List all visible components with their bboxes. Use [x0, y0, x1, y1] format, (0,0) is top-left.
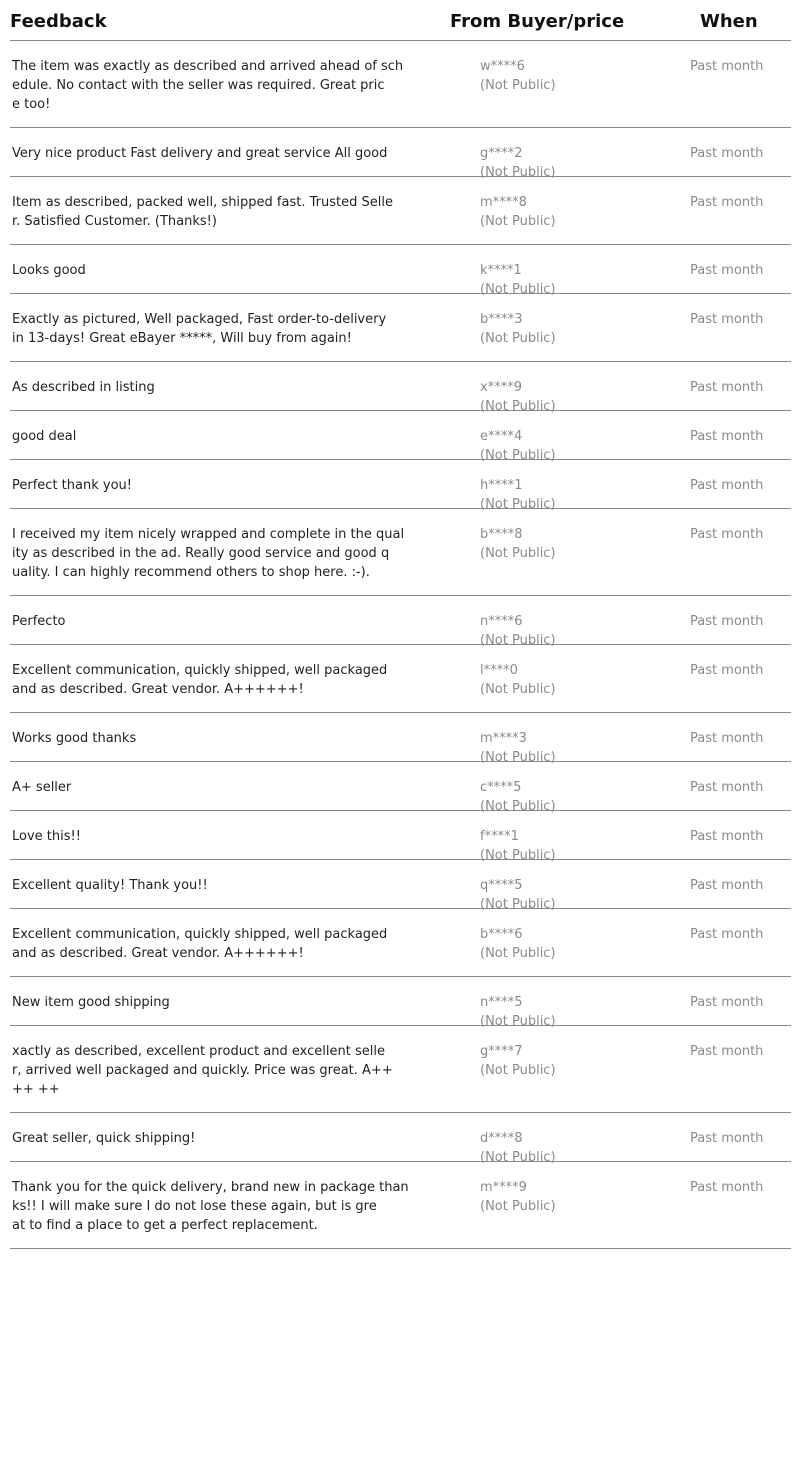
- buyer-privacy-note: (Not Public): [480, 1150, 556, 1165]
- feedback-when: Past month: [690, 59, 764, 74]
- header-feedback: Feedback: [10, 11, 107, 32]
- feedback-text: Perfecto: [12, 614, 66, 629]
- feedback-when: Past month: [690, 380, 764, 395]
- feedback-row: [10, 1026, 791, 1113]
- buyer-id: w****6: [480, 59, 525, 74]
- feedback-when: Past month: [690, 927, 764, 942]
- buyer-privacy-note: (Not Public): [480, 399, 556, 414]
- feedback-when: Past month: [690, 263, 764, 278]
- feedback-row: [10, 1113, 791, 1165]
- feedback-text: New item good shipping: [12, 995, 170, 1010]
- buyer-id: e****4: [480, 429, 523, 444]
- feedback-row: [10, 811, 791, 863]
- feedback-table-body: [10, 41, 791, 1249]
- buyer-info: [480, 525, 556, 563]
- feedback-when: Past month: [690, 1131, 764, 1146]
- feedback-row: [10, 596, 791, 648]
- feedback-row: [10, 860, 791, 912]
- feedback-row: [10, 41, 791, 128]
- feedback-when: Past month: [690, 429, 764, 444]
- feedback-when: Past month: [690, 663, 764, 678]
- feedback-row: [10, 128, 791, 180]
- feedback-when: Past month: [690, 478, 764, 493]
- feedback-row: [10, 362, 791, 414]
- feedback-text: Excellent communication, quickly shipped, well packaged and as described. Great vendor. A++++++!: [12, 663, 388, 697]
- buyer-id: x****9: [480, 380, 522, 395]
- feedback-text: Perfect thank you!: [12, 478, 132, 493]
- buyer-privacy-note: (Not Public): [480, 682, 556, 697]
- feedback-text: Exactly as pictured, Well packaged, Fast order-to-delivery in 13-days! Great eBayer *****, Will buy from again!: [12, 312, 387, 346]
- feedback-row: [10, 460, 791, 512]
- buyer-id: l****0: [480, 663, 518, 678]
- feedback-text: As described in listing: [12, 380, 155, 395]
- buyer-id: m****8: [480, 195, 527, 210]
- feedback-when: Past month: [690, 731, 764, 746]
- buyer-privacy-note: (Not Public): [480, 165, 556, 180]
- feedback-text: I received my item nicely wrapped and complete in the qual ity as described in the ad. Really good service and good q uality. I can highly recommend others to shop here. :-).: [12, 527, 405, 580]
- buyer-privacy-note: (Not Public): [480, 633, 556, 648]
- buyer-id: q****5: [480, 878, 523, 893]
- buyer-id: m****9: [480, 1180, 527, 1195]
- buyer-privacy-note: (Not Public): [480, 282, 556, 297]
- feedback-text: good deal: [12, 429, 77, 444]
- buyer-privacy-note: (Not Public): [480, 331, 556, 346]
- buyer-privacy-note: (Not Public): [480, 214, 556, 229]
- feedback-text: A+ seller: [12, 780, 72, 795]
- buyer-privacy-note: (Not Public): [480, 1063, 556, 1078]
- buyer-id: b****8: [480, 527, 523, 542]
- feedback-row: [10, 1162, 791, 1249]
- buyer-info: [480, 193, 556, 231]
- header-from-buyer-price: From Buyer/price: [450, 11, 625, 32]
- feedback-text: Love this!!: [12, 829, 81, 844]
- buyer-privacy-note: (Not Public): [480, 897, 556, 912]
- feedback-text: Item as described, packed well, shipped fast. Trusted Selle r. Satisfied Customer. (Thanks!): [12, 195, 393, 229]
- feedback-row: [10, 509, 791, 596]
- buyer-id: k****1: [480, 263, 522, 278]
- buyer-info: [480, 310, 556, 348]
- buyer-info: [480, 1178, 556, 1216]
- feedback-text: Excellent quality! Thank you!!: [12, 878, 208, 893]
- buyer-info: [480, 925, 556, 963]
- feedback-text: Works good thanks: [12, 731, 137, 746]
- feedback-when: Past month: [690, 1180, 764, 1195]
- buyer-privacy-note: (Not Public): [480, 1014, 556, 1029]
- buyer-privacy-note: (Not Public): [480, 78, 556, 93]
- buyer-privacy-note: (Not Public): [480, 1199, 556, 1214]
- buyer-privacy-note: (Not Public): [480, 497, 556, 512]
- buyer-info: [480, 57, 556, 95]
- feedback-row: [10, 762, 791, 814]
- feedback-text: Excellent communication, quickly shipped, well packaged and as described. Great vendor. A++++++!: [12, 927, 388, 961]
- feedback-text: Looks good: [12, 263, 86, 278]
- buyer-privacy-note: (Not Public): [480, 750, 556, 765]
- buyer-id: c****5: [480, 780, 522, 795]
- feedback-text: Very nice product Fast delivery and great service All good: [12, 146, 388, 161]
- buyer-privacy-note: (Not Public): [480, 799, 556, 814]
- buyer-id: f****1: [480, 829, 519, 844]
- buyer-id: b****3: [480, 312, 523, 327]
- buyer-privacy-note: (Not Public): [480, 448, 556, 463]
- feedback-text: xactly as described, excellent product and excellent selle r, arrived well packaged and quickly. Price was great. A++ ++ ++: [12, 1044, 393, 1097]
- feedback-when: Past month: [690, 878, 764, 893]
- feedback-table-header: [10, 0, 791, 41]
- feedback-text: Thank you for the quick delivery, brand new in package than ks!! I will make sure I do not lose these again, but is gre at to find a place to get a perfect replacement.: [12, 1180, 409, 1233]
- feedback-when: Past month: [690, 527, 764, 542]
- feedback-row: [10, 245, 791, 297]
- feedback-when: Past month: [690, 195, 764, 210]
- buyer-id: h****1: [480, 478, 523, 493]
- feedback-when: Past month: [690, 1044, 764, 1059]
- buyer-id: n****5: [480, 995, 523, 1010]
- header-when: When: [700, 11, 758, 32]
- feedback-row: [10, 294, 791, 362]
- buyer-id: g****7: [480, 1044, 523, 1059]
- feedback-when: Past month: [690, 614, 764, 629]
- buyer-privacy-note: (Not Public): [480, 546, 556, 561]
- feedback-row: [10, 909, 791, 977]
- buyer-id: n****6: [480, 614, 523, 629]
- buyer-id: m****3: [480, 731, 527, 746]
- buyer-id: d****8: [480, 1131, 523, 1146]
- feedback-text: Great seller, quick shipping!: [12, 1131, 196, 1146]
- buyer-id: b****6: [480, 927, 523, 942]
- buyer-privacy-note: (Not Public): [480, 848, 556, 863]
- feedback-when: Past month: [690, 146, 764, 161]
- buyer-id: g****2: [480, 146, 523, 161]
- feedback-row: [10, 411, 791, 463]
- feedback-row: [10, 645, 791, 713]
- feedback-when: Past month: [690, 312, 764, 327]
- buyer-privacy-note: (Not Public): [480, 946, 556, 961]
- feedback-when: Past month: [690, 995, 764, 1010]
- buyer-info: [480, 1042, 556, 1080]
- feedback-text: The item was exactly as described and arrived ahead of sch edule. No contact with the seller was required. Great pric e too!: [12, 59, 404, 112]
- feedback-when: Past month: [690, 780, 764, 795]
- feedback-row: [10, 177, 791, 245]
- feedback-row: [10, 713, 791, 765]
- buyer-info: [480, 661, 556, 699]
- feedback-when: Past month: [690, 829, 764, 844]
- feedback-row: [10, 977, 791, 1029]
